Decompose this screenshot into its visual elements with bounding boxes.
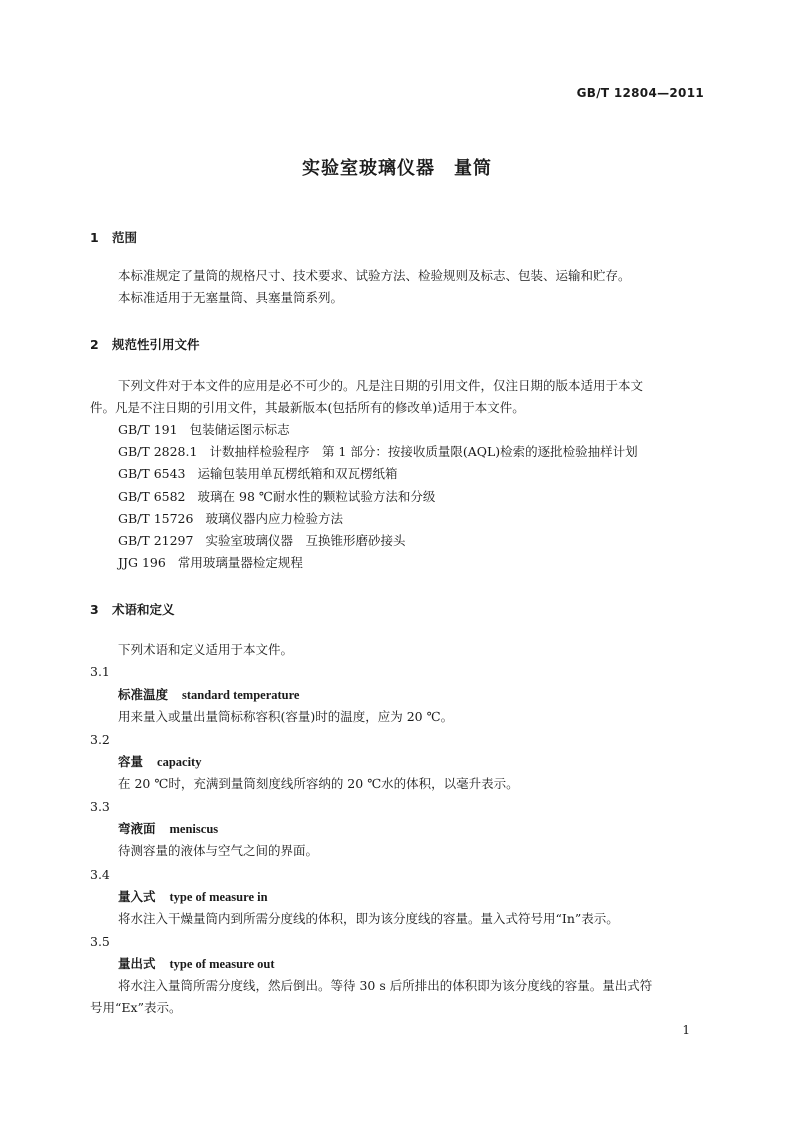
reference-title: 玻璃在 98 ℃耐水性的颗粒试验方法和分级 xyxy=(197,489,436,504)
term-entry xyxy=(118,818,218,840)
reference-item xyxy=(118,441,638,463)
term-zh: 弯液面 xyxy=(118,821,156,836)
standard-code: GB/T 12804—2011 xyxy=(576,86,704,100)
clause-number: 3.4 xyxy=(90,867,110,882)
reference-title: 计数抽样检验程序 第 1 部分：按接收质量限(AQL)检索的逐批检验抽样计划 xyxy=(209,444,638,459)
clause-number: 3.3 xyxy=(90,799,110,814)
reference-code: GB/T 15726 xyxy=(118,511,194,526)
term-en: capacity xyxy=(157,755,202,769)
term-entry xyxy=(118,751,201,773)
term-en: meniscus xyxy=(169,822,219,836)
reference-code: GB/T 21297 xyxy=(118,533,194,548)
term-entry xyxy=(118,886,268,908)
reference-code: GB/T 6543 xyxy=(118,466,186,481)
term-en: standard temperature xyxy=(182,688,300,702)
page-number: 1 xyxy=(682,1023,690,1037)
section-heading-terms-and-definitions xyxy=(90,600,175,618)
term-en: type of measure out xyxy=(169,957,275,971)
section-number: 1 xyxy=(90,230,99,245)
section-title: 范围 xyxy=(112,230,138,245)
term-definition-continuation: 号用“Ex”表示。 xyxy=(90,1000,182,1015)
reference-code: GB/T 6582 xyxy=(118,489,186,504)
section-title: 规范性引用文件 xyxy=(112,337,200,352)
term-definition: 用来量入或量出量筒标称容积(容量)时的温度，应为 20 ℃。 xyxy=(118,709,454,724)
reference-title: 常用玻璃量器检定规程 xyxy=(177,555,303,570)
reference-title: 玻璃仪器内应力检验方法 xyxy=(205,511,343,526)
term-definition: 待测容量的液体与空气之间的界面。 xyxy=(118,843,319,858)
term-entry xyxy=(118,953,274,975)
section-heading-scope xyxy=(90,228,137,246)
document-title: 实验室玻璃仪器 量筒 xyxy=(302,158,492,179)
reference-title: 运输包装用单瓦楞纸箱和双瓦楞纸箱 xyxy=(197,466,398,481)
reference-code: GB/T 191 xyxy=(118,422,178,437)
section-heading-normative-references xyxy=(90,335,200,353)
reference-item xyxy=(118,419,290,441)
clause-number: 3.1 xyxy=(90,664,110,679)
paragraph: 件。凡是不注日期的引用文件，其最新版本(包括所有的修改单)适用于本文件。 xyxy=(90,400,525,415)
reference-item xyxy=(118,463,398,485)
paragraph: 本标准适用于无塞量筒、具塞量筒系列。 xyxy=(118,290,344,305)
clause-number: 3.2 xyxy=(90,732,110,747)
reference-item xyxy=(118,508,343,530)
reference-item xyxy=(118,530,405,552)
reference-item xyxy=(118,486,435,508)
term-zh: 量出式 xyxy=(118,956,156,971)
section-number: 3 xyxy=(90,602,99,617)
term-definition: 将水注入干燥量筒内到所需分度线的体积，即为该分度线的容量。量入式符号用“In”表示。 xyxy=(118,911,619,926)
section-title: 术语和定义 xyxy=(112,602,175,617)
term-zh: 容量 xyxy=(118,754,144,769)
term-definition: 在 20 ℃时，充满到量筒刻度线所容纳的 20 ℃水的体积，以毫升表示。 xyxy=(118,776,519,791)
clause-number: 3.5 xyxy=(90,934,110,949)
term-zh: 标准温度 xyxy=(118,687,169,702)
term-zh: 量入式 xyxy=(118,889,156,904)
reference-code: GB/T 2828.1 xyxy=(118,444,198,459)
reference-code: JJG 196 xyxy=(118,555,166,570)
term-entry xyxy=(118,684,299,706)
reference-item xyxy=(118,552,303,574)
paragraph: 下列文件对于本文件的应用是必不可少的。凡是注日期的引用文件，仅注日期的版本适用于本文 xyxy=(118,378,644,393)
reference-title: 包装储运图示标志 xyxy=(189,422,290,437)
term-en: type of measure in xyxy=(169,890,268,904)
reference-title: 实验室玻璃仪器 互换锥形磨砂接头 xyxy=(205,533,406,548)
section-number: 2 xyxy=(90,337,99,352)
term-definition: 将水注入量筒所需分度线，然后倒出。等待 30 s 后所排出的体积即为该分度线的容量。量出式符 xyxy=(118,978,653,993)
paragraph: 本标准规定了量筒的规格尺寸、技术要求、试验方法、检验规则及标志、包装、运输和贮存。 xyxy=(118,268,631,283)
paragraph: 下列术语和定义适用于本文件。 xyxy=(118,642,294,657)
